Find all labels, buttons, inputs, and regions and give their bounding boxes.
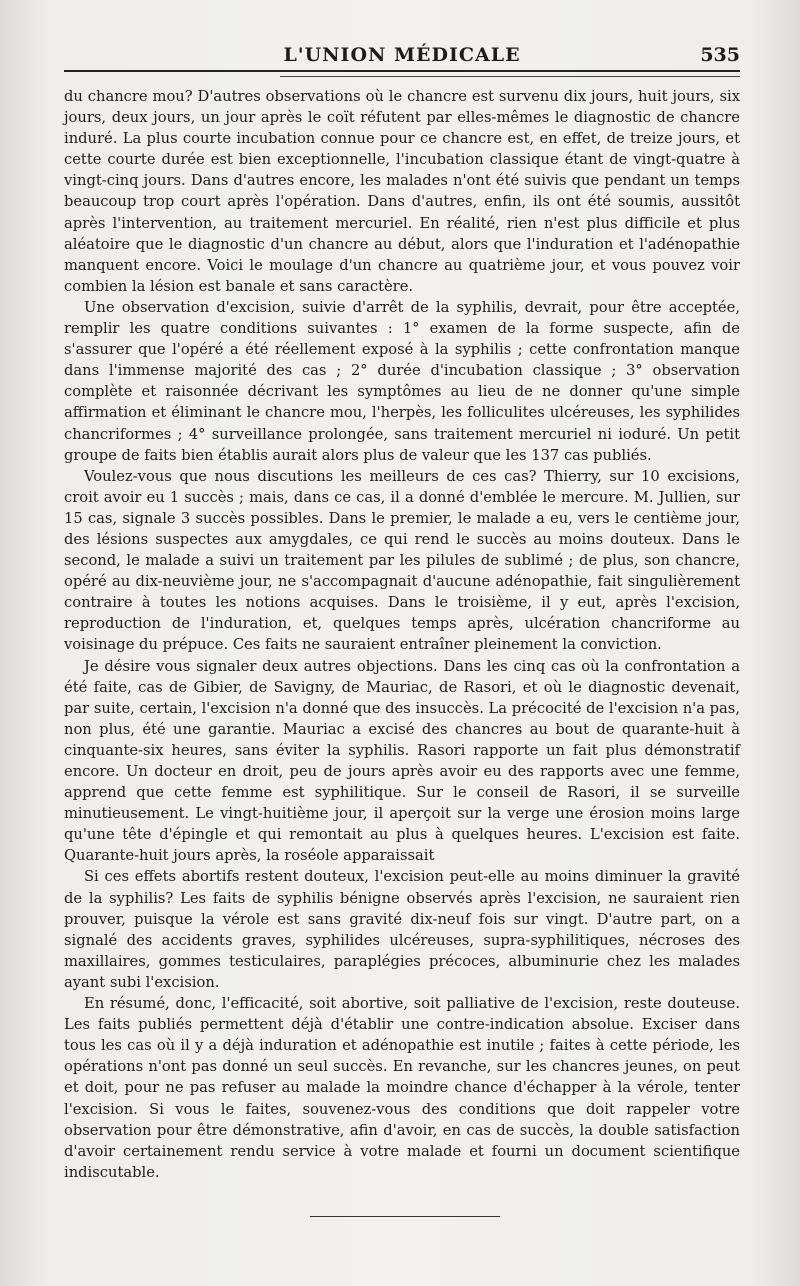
header-rule-thin xyxy=(280,76,740,77)
paragraph: du chancre mou? D'autres observations où le chancre est survenu dix jours, huit jours, six jours, deux jours, un jour après le coït réfutent par elles-mêmes le diagnostic de chancre induré. La plus courte incubation connue pour ce chancre est, en effet, de treize jours, et cette courte durée est bien exceptionnelle, l'incubation classique étant de vingt-quatre à vingt-cinq jours. Dans d'autres encore, les malades n'ont été suivis que pendant un temps beaucoup trop court après l'opération. Dans d'autres, enfin, ils ont été soumis, aussitôt après l'intervention, au traitement mercuriel. En réalité, rien n'est plus difficile et plus aléatoire que le diagnostic d'un chancre au début, alors que l'induration et l'adénopathie manquent encore. Voici le moulage d'un chancre au quatrième jour, et vous pouvez voir combien la lésion est banale et sans caractère. xyxy=(64,88,740,295)
paragraph: Une observation d'excision, suivie d'arrêt de la syphilis, devrait, pour être acceptée, remplir les quatre conditions suivantes : 1° examen de la forme suspecte, afin de s'assurer que l'opéré a été réellement exposé à la syphilis ; cette confrontation manque dans l'immense majorité des cas ; 2° durée d'incubation classique ; 3° observation complète et raisonnée décrivant les symptômes au lieu de ne donner qu'une simple affirmation et éliminant le chancre mou, l'herpès, les folliculites ulcéreuses, les syphilides chancriformes ; 4° surveillance prolongée, sans traitement mercuriel ni ioduré. Un petit groupe de faits bien établis aurait alors plus de valeur que les 137 cas publiés. xyxy=(64,298,740,464)
header-rule xyxy=(64,70,740,72)
body-text xyxy=(64,86,740,1183)
paragraph: Je désire vous signaler deux autres objections. Dans les cinq cas où la confrontation a été faite, cas de Gibier, de Savigny, de Mauriac, de Rasori, et où le diagnostic devenait, par suite, certain, l'excision n'a donné que des insuccès. La précocité de l'excision n'a pas, non plus, été une garantie. Mauriac a excisé des chancres au bout de quarante-huit à cinquante-six heures, sans éviter la syphilis. Rasori rapporte un fait plus démonstratif encore. Un docteur en droit, peu de jours après avoir eu des rapports avec une femme, apprend que cette femme est syphilitique. Sur le conseil de Rasori, il se surveille minutieusement. Le vingt-huitième jour, il aperçoit sur la verge une érosion moins large qu'une tête d'épingle et qui remontait au plus à quelques heures. L'excision est faite. Quarante-huit jours après, la roséole apparaissait xyxy=(64,657,740,865)
running-head xyxy=(64,40,740,74)
paragraph: En résumé, donc, l'efficacité, soit abortive, soit palliative de l'excision, reste douteuse. Les faits publiés permettent déjà d'établir une contre-indication absolue. Exciser dans tous les cas où il y a déjà induration et adénopathie est inutile ; faites à cette période, les opérations n'ont pas donné un seul succès. En revanche, sur les chancres jeunes, on peut et doit, pour ne pas refuser au malade la moindre chance d'échapper à la vérole, tenter l'excision. Si vous le faites, souvenez-vous des conditions que doit rappeler votre observation pour être démonstrative, afin d'avoir, en cas de succès, la double satisfaction d'avoir certainement rendu service à votre malade et fourni un document scientifique indiscutable. xyxy=(64,995,740,1181)
paragraph: Si ces effets abortifs restent douteux, l'excision peut-elle au moins diminuer la gravité de la syphilis? Les faits de syphilis bénigne observés après l'excision, ne sauraient rien prouver, puisque la vérole est sans gravité dix-neuf fois sur vingt. D'autre part, on a signalé des accidents graves, syphilides ulcéreuses, supra-syphilitiques, nécroses des maxillaires, gommes testiculaires, paraplégies précoces, albuminurie chez les malades ayant subi l'excision. xyxy=(64,868,740,991)
journal-title: L'UNION MÉDICALE xyxy=(283,44,521,66)
paragraph: Voulez-vous que nous discutions les meilleurs de ces cas? Thierry, sur 10 excisions, croit avoir eu 1 succès ; mais, dans ce cas, il a donné d'emblée le mercure. M. Jullien, sur 15 cas, signale 3 succès possibles. Dans le premier, le malade a eu, vers le centième jour, des lésions suspectes aux amygdales, ce qui rend le succès au moins douteux. Dans le second, le malade a suivi un traitement par les pilules de sublimé ; de plus, son chancre, opéré au dix-neuvième jour, ne s'accompagnait d'aucune adénopathie, fait singulièrement contraire à toutes les notions acquises. Dans le troisième, il y eut, après l'excision, reproduction de l'induration, et, quelques temps après, ulcération chancriforme au voisinage du prépuce. Ces faits ne sauraient entraîner pleinement la conviction. xyxy=(64,467,740,654)
page-number: 535 xyxy=(700,44,740,66)
closing-rule xyxy=(310,1216,500,1217)
